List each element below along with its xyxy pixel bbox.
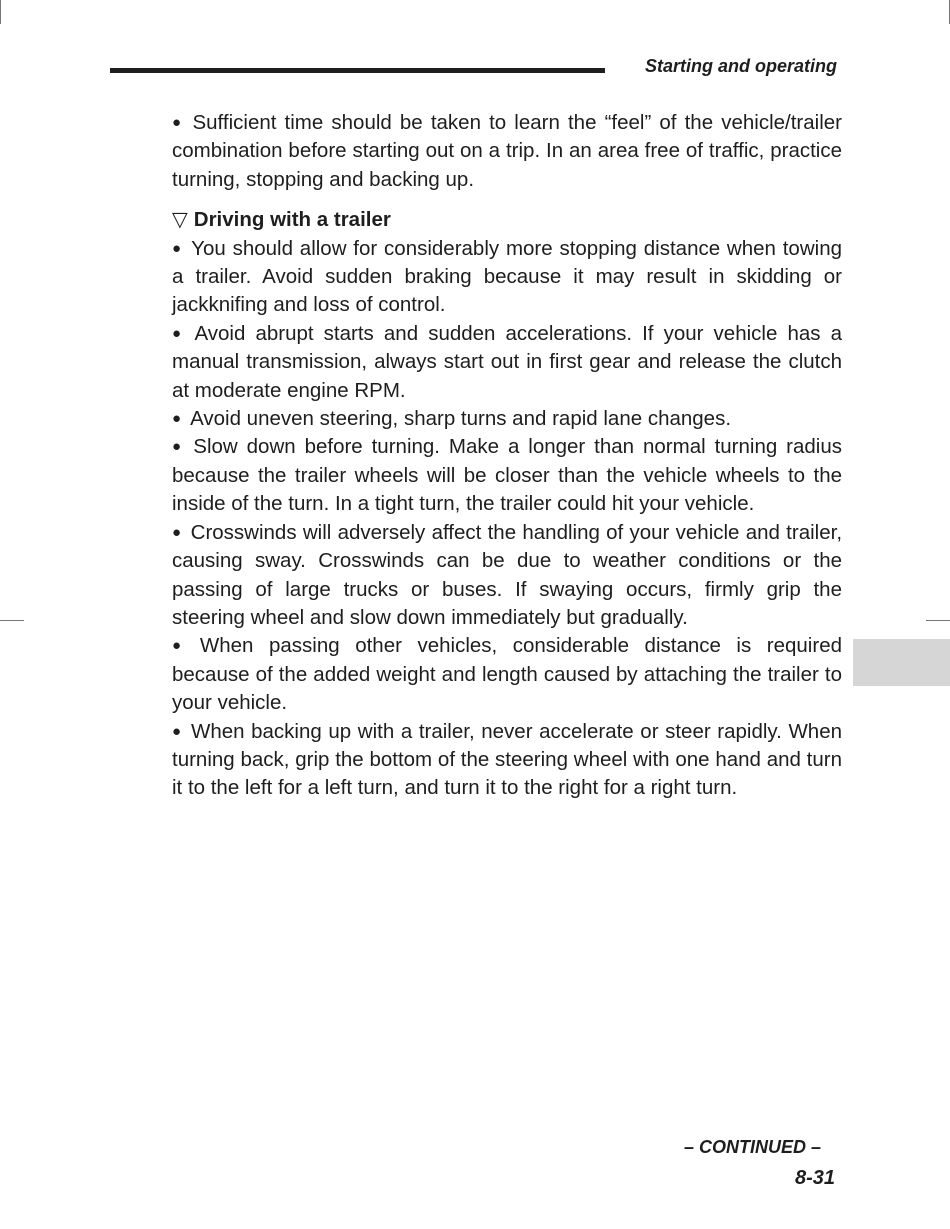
bullet-text: Sufficient time should be taken to learn the “feel” of the vehicle/trailer combination before starting out on a trip. In an area free of traffic, practice turning, stopping and backing up. bbox=[172, 111, 842, 191]
bullet-text: Slow down before turning. Make a longer than normal turning radius because the trailer wheels will be closer than the vehicle wheels to the inside of the turn. In a tight turn, the trailer could hit your vehicle. bbox=[172, 435, 843, 516]
intro-bullet-item bbox=[172, 109, 842, 194]
page-number: 8-31 bbox=[794, 1167, 835, 1189]
bullet-icon: ● bbox=[172, 239, 183, 257]
bullet-icon: ● bbox=[172, 722, 182, 740]
bullet-text: Avoid abrupt starts and sudden accelerations. If your vehicle has a manual transmission, always start out in first gear and release the clutch at moderate engine RPM. bbox=[172, 321, 843, 402]
list-item bbox=[172, 405, 842, 433]
bullet-icon: ● bbox=[172, 637, 191, 655]
list-item bbox=[172, 718, 842, 803]
chapter-side-tab bbox=[853, 639, 950, 686]
bullet-icon: ● bbox=[172, 438, 185, 456]
triangle-marker-icon: ▽ bbox=[172, 208, 188, 232]
section-title: Starting and operating bbox=[644, 56, 837, 76]
list-item bbox=[172, 235, 842, 320]
section-heading-text: Driving with a trailer bbox=[193, 208, 391, 232]
bullet-text: Crosswinds will adversely affect the handling of your vehicle and trailer, causing sway. Crosswinds can be due to weather conditions or the passing of large trucks or buses. If swaying occurs, firmly grip the steering wheel and slow down immediately but gradually. bbox=[172, 520, 843, 629]
list-item bbox=[172, 433, 842, 518]
crop-mark-mid-right bbox=[926, 620, 950, 621]
crop-mark-mid-left bbox=[0, 620, 24, 621]
section-heading bbox=[172, 206, 842, 234]
page-body bbox=[172, 109, 842, 803]
bullet-icon: ● bbox=[172, 410, 182, 428]
header-rule bbox=[110, 68, 605, 73]
bullet-icon: ● bbox=[172, 523, 182, 541]
bullet-text: You should allow for considerably more stopping distance when towing a trailer. Avoid sudden braking because it may result in skidding or jackknifing and loss of control. bbox=[172, 236, 842, 317]
bullet-text: When passing other vehicles, considerable distance is required because of the added weight and length caused by attaching the trailer to your vehicle. bbox=[172, 634, 842, 715]
bullet-text: When backing up with a trailer, never accelerate or steer rapidly. When turning back, grip the bottom of the steering wheel with one hand and turn it to the left for a left turn, and turn it to the right for a right turn. bbox=[172, 719, 842, 800]
list-item bbox=[172, 519, 842, 633]
bullet-icon: ● bbox=[172, 114, 184, 131]
list-item bbox=[172, 320, 842, 405]
bullet-icon: ● bbox=[172, 324, 186, 342]
list-item bbox=[172, 632, 842, 717]
bullet-text: Avoid uneven steering, sharp turns and rapid lane changes. bbox=[190, 407, 732, 431]
continued-label: – CONTINUED – bbox=[683, 1137, 821, 1157]
crop-mark-top-left bbox=[0, 0, 1, 24]
